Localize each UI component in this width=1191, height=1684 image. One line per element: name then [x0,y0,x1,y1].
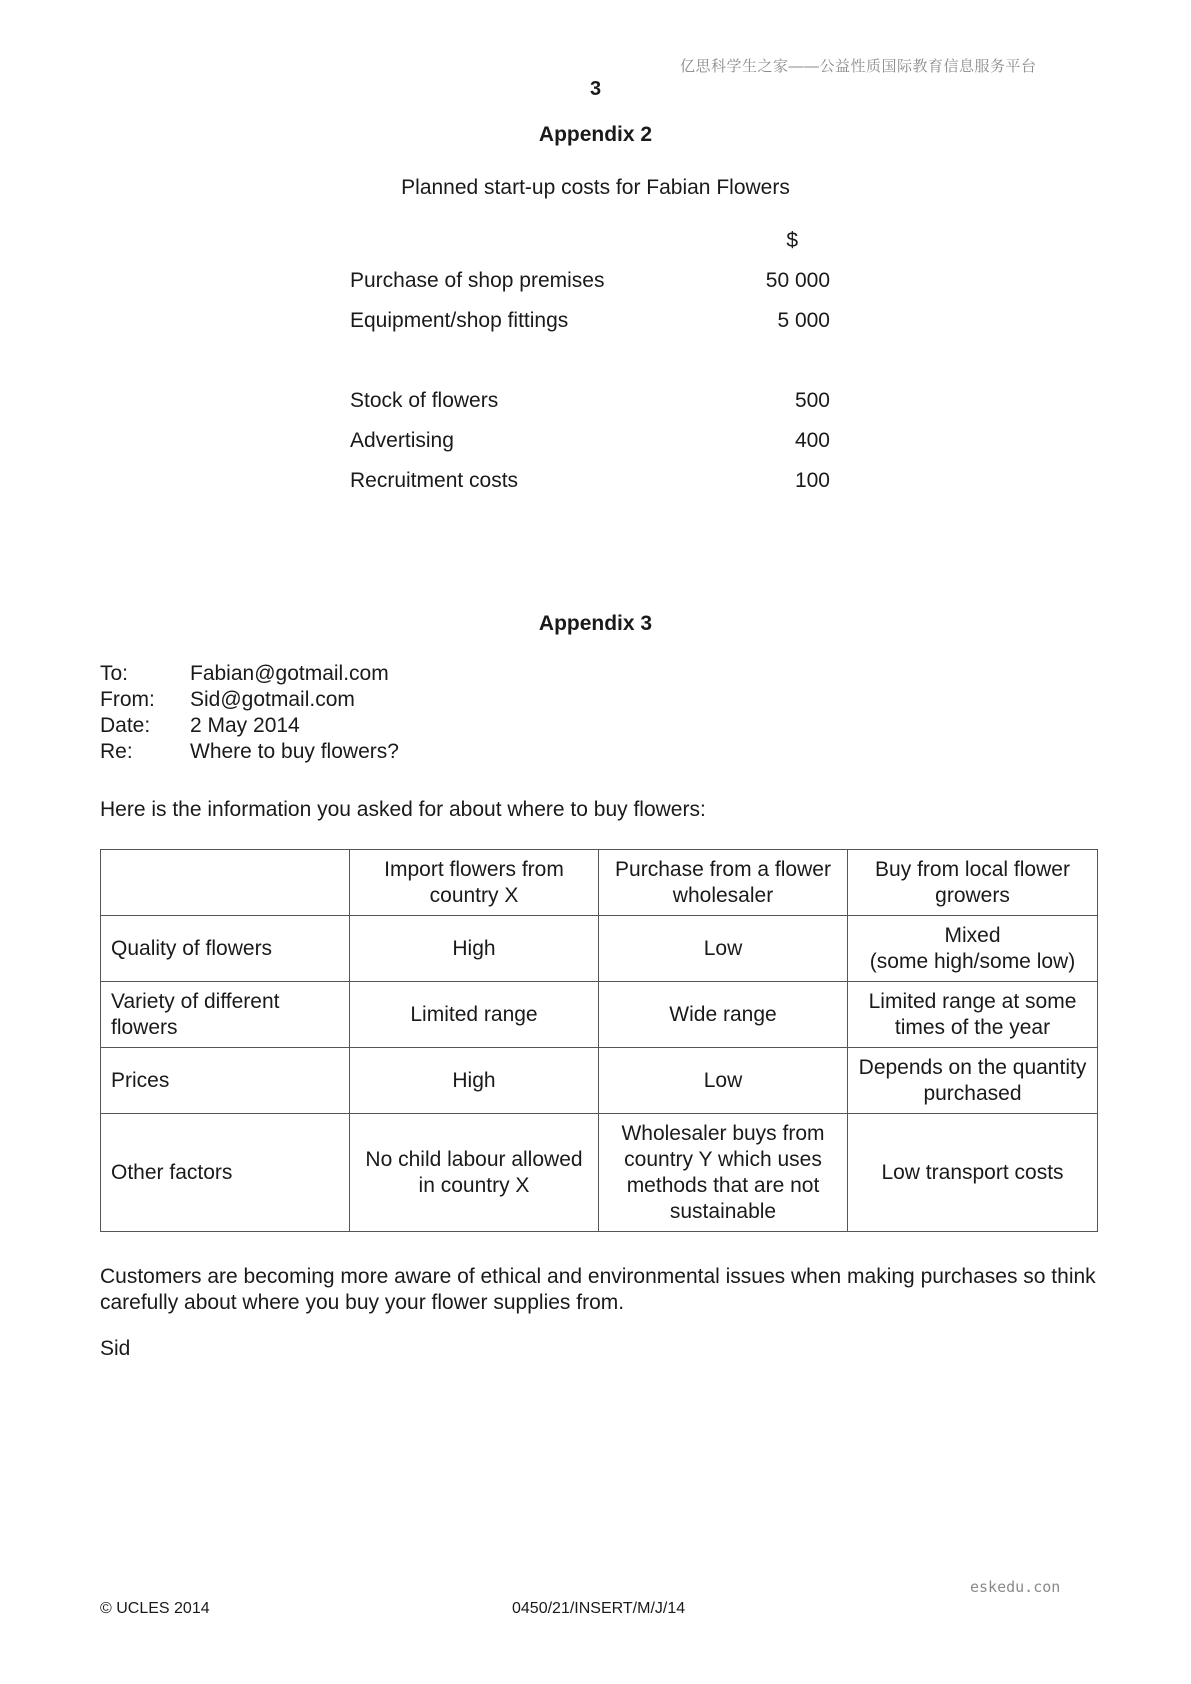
table-header-row [101,850,1098,916]
email-to: Fabian@gotmail.com [190,662,389,685]
table-cell: High [350,1048,599,1114]
email-subject: Where to buy flowers? [190,740,399,763]
watermark-top: 亿思科学生之家——公益性质国际教育信息服务平台 [680,58,1037,75]
footer-copyright: © UCLES 2014 [100,1600,210,1617]
table-header-cell [101,850,350,916]
cost-row [350,309,830,335]
email-intro: Here is the information you asked for about where to buy flowers: [100,798,706,821]
currency-header-row [350,229,830,255]
appendix-2-title: Appendix 2 [538,123,653,146]
cost-label: Purchase of shop premises [350,269,605,292]
table-row-label: Other factors [101,1114,350,1232]
email-to-label: To: [100,662,129,685]
appendix-3-title: Appendix 3 [538,612,653,635]
table-row [101,1048,1098,1114]
cost-row [350,469,830,495]
table-row [101,982,1098,1048]
cost-label: Recruitment costs [350,469,519,492]
table-row-label: Quality of flowers [101,916,350,982]
page-number: 3 [589,78,602,100]
email-date: 2 May 2014 [190,714,300,737]
appendix-2-subtitle: Planned start-up costs for Fabian Flowers [401,176,790,199]
cost-value: 400 [794,429,830,452]
table-header-cell: Buy from local flower growers [848,850,1098,916]
email-closing-paragraph: Customers are becoming more aware of ethical and environmental issues when making purchases so think carefully about where you buy your flower supplies from. [100,1265,1096,1314]
table-cell: Low [599,1048,848,1114]
watermark-bottom: eskedu.con [970,1578,1061,1596]
cost-row [350,269,830,295]
table-cell: Depends on the quantity purchased [848,1048,1098,1114]
email-signature: Sid [100,1337,131,1360]
table-cell: Wholesaler buys from country Y which uses methods that are not sustainable [599,1114,848,1232]
email-re-label: Re: [100,740,133,763]
cost-row [350,389,830,415]
table-cell: Limited range at some times of the year [848,982,1098,1048]
table-row-label: Variety of different flowers [101,982,350,1048]
cost-value: 100 [794,469,830,492]
cost-value: 500 [794,389,830,412]
table-cell: High [350,916,599,982]
cost-label: Advertising [350,429,454,452]
cost-label: Equipment/shop fittings [350,309,569,332]
table-row-label: Prices [101,1048,350,1114]
table-row [101,1114,1098,1232]
footer-code: 0450/21/INSERT/M/J/14 [512,1600,686,1617]
supplier-comparison-table [100,849,1098,1232]
table-cell: Wide range [599,982,848,1048]
cost-row [350,429,830,455]
table-header-cell: Import flowers from country X [350,850,599,916]
table-cell: Limited range [350,982,599,1048]
email-date-label: Date: [100,714,151,737]
table-cell: Low [599,916,848,982]
table-row [101,916,1098,982]
table-cell: No child labour allowed in country X [350,1114,599,1232]
table-cell: Low transport costs [848,1114,1098,1232]
table-header-cell: Purchase from a flower wholesaler [599,850,848,916]
cost-value: 50 000 [765,269,830,292]
currency-symbol: $ [786,229,798,252]
email-from: Sid@gotmail.com [190,688,355,711]
cost-value: 5 000 [777,309,830,332]
email-from-label: From: [100,688,155,711]
cost-label: Stock of flowers [350,389,499,412]
table-cell: Mixed (some high/some low) [848,916,1098,982]
